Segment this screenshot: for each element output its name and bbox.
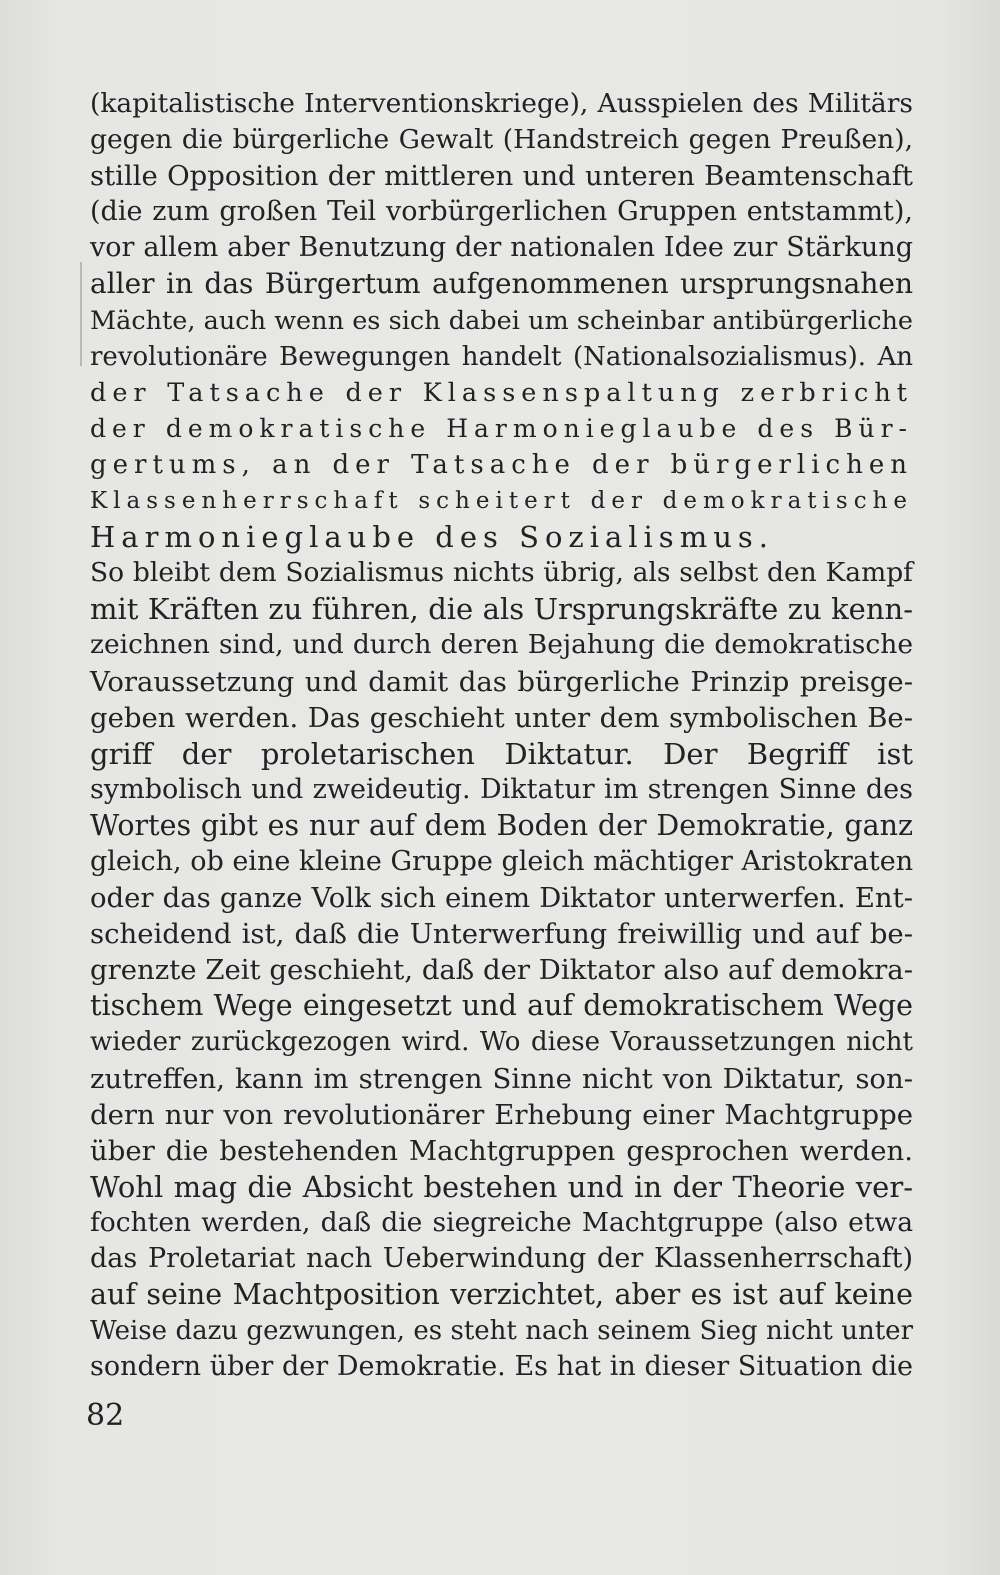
text-line: Wohl mag die Absicht bestehen und in der Theorie ver- bbox=[90, 1169, 913, 1204]
text-line: geben werden. Das geschieht unter dem symbolischen Be- bbox=[90, 701, 913, 734]
text-line-emphasized: der Tatsache der Klassenspaltung zerbricht bbox=[90, 377, 913, 408]
text-line-emphasized: gertums, an der Tatsache der bürgerlichen bbox=[90, 449, 913, 480]
text-line: Weise dazu gezwungen, es steht nach seinem Sieg nicht unter bbox=[90, 1316, 913, 1347]
text-line: über die bestehenden Machtgruppen gesprochen werden. bbox=[90, 1134, 913, 1167]
text-line: scheidend ist, daß die Unterwerfung freiwillig und auf be- bbox=[90, 918, 913, 951]
text-line: wieder zurückgezogen wird. Wo diese Voraussetzungen nicht bbox=[90, 1027, 913, 1058]
text-line: sondern über der Demokratie. Es hat in dieser Situation die bbox=[90, 1351, 913, 1383]
text-line: stille Opposition der mittleren und unteren Beamtenschaft bbox=[90, 160, 913, 193]
text-line: griff der proletarischen Diktatur. Der Begriff ist bbox=[90, 736, 913, 771]
text-line: mit Kräften zu führen, die als Ursprungskräfte zu kenn- bbox=[90, 592, 913, 627]
text-line: (die zum großen Teil vorbürgerlichen Gruppen entstammt), bbox=[90, 196, 913, 228]
text-line: fochten werden, daß die siegreiche Machtgruppe (also etwa bbox=[90, 1206, 913, 1238]
text-line: (kapitalistische Interventionskriege), Ausspielen des Militärs bbox=[90, 88, 913, 119]
text-line: gleich, ob eine kleine Gruppe gleich mächtiger Aristokraten bbox=[90, 845, 914, 877]
text-line: auf seine Machtposition verzichtet, aber es ist auf keine bbox=[90, 1278, 913, 1312]
text-line: So bleibt dem Sozialismus nichts übrig, als selbst den Kampf bbox=[90, 557, 913, 589]
text-line: Wortes gibt es nur auf dem Boden der Demokratie, ganz bbox=[90, 808, 913, 842]
page-number: 82 bbox=[86, 1398, 125, 1433]
text-line: gegen die bürgerliche Gewalt (Handstreich gegen Preußen), bbox=[90, 124, 913, 156]
text-line-emphasized: Klassenherrschaft scheitert der demokratische bbox=[90, 488, 913, 515]
text-line: zutreffen, kann im strengen Sinne nicht von Diktatur, son- bbox=[90, 1062, 913, 1095]
text-line: das Proletariat nach Ueberwindung der Klassenherrschaft) bbox=[90, 1243, 913, 1274]
text-line: aller in das Bürgertum aufgenommenen ursprungsnahen bbox=[90, 267, 913, 301]
text-line-emphasized: Harmonieglaube des Sozialismus. bbox=[90, 520, 774, 555]
text-line: vor allem aber Benutzung der nationalen Idee zur Stärkung bbox=[90, 232, 913, 264]
text-line: tischem Wege eingesetzt und auf demokratischem Wege bbox=[90, 989, 913, 1023]
text-line: Voraussetzung und damit das bürgerliche Prinzip preisge- bbox=[90, 665, 913, 698]
text-line: grenzte Zeit geschieht, daß der Diktator also auf demokra- bbox=[90, 954, 913, 987]
body-text bbox=[90, 86, 913, 1385]
pencil-margin-mark bbox=[80, 262, 82, 366]
text-line: oder das ganze Volk sich einem Diktator unterwerfen. Ent- bbox=[90, 882, 913, 915]
text-line: zeichnen sind, und durch deren Bejahung die demokratische bbox=[90, 629, 913, 661]
text-line-emphasized: der demokratische Harmonieglaube des Bür- bbox=[90, 413, 913, 443]
text-line: revolutionäre Bewegungen handelt (Nationalsozialismus). An bbox=[90, 341, 913, 372]
text-line: dern nur von revolutionärer Erhebung einer Machtgruppe bbox=[90, 1098, 913, 1131]
text-line: symbolisch und zweideutig. Diktatur im strengen Sinne des bbox=[90, 773, 913, 805]
text-line: Mächte, auch wenn es sich dabei um scheinbar antibürgerliche bbox=[90, 305, 913, 336]
